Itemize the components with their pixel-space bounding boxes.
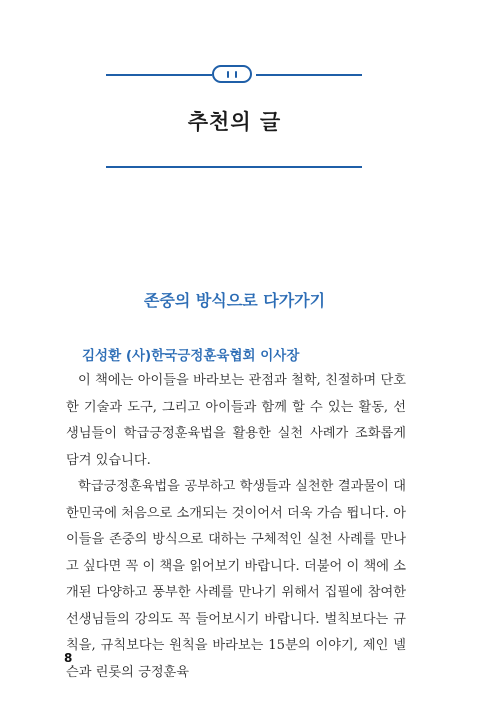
ornament-dot <box>227 71 229 78</box>
article-body <box>66 368 406 686</box>
body-paragraph: 학급긍정훈육법을 공부하고 학생들과 실천한 결과물이 대한민국에 처음으로 소개되는 것이어서 더욱 가슴 뜁니다. 아이들을 존중의 방식으로 대하는 구체적인 실천 사례를 만나고 싶다면 꼭 이 책을 읽어보기 바랍니다. 더불어 이 책에 소개된 다양하고 풍부한 사례를 만나기 위해서 집필에 참여한 선생님들의 강의도 꼭 들어보시기 바랍니다. 벌칙보다는 규칙을, 규칙보다는 원칙을 바라보는 15분의 이야기, 제인 넬슨과 린롯의 긍정훈육 <box>66 479 406 680</box>
ornament-line-right <box>256 74 362 76</box>
section-subtitle: 존중의 방식으로 다가가기 <box>143 291 326 310</box>
header-ornament <box>106 62 362 86</box>
ornament-line-left <box>106 74 212 76</box>
ornament-pill-icon <box>212 65 252 83</box>
body-paragraph: 이 책에는 아이들을 바라보는 관점과 철학, 친절하며 단호한 기술과 도구, 그리고 아이들과 함께 할 수 있는 활동, 선생님들이 학급긍정훈육법을 활용한 실천 사례가 조화롭게 담겨 있습니다. <box>66 373 406 468</box>
page-title: 추천의 글 <box>187 110 282 134</box>
page-number: 8 <box>64 651 73 665</box>
author-line: 김성환 (사)한국긍정훈육협회 이사장 <box>82 348 300 364</box>
ornament-dot <box>235 71 237 78</box>
title-divider <box>106 166 362 168</box>
